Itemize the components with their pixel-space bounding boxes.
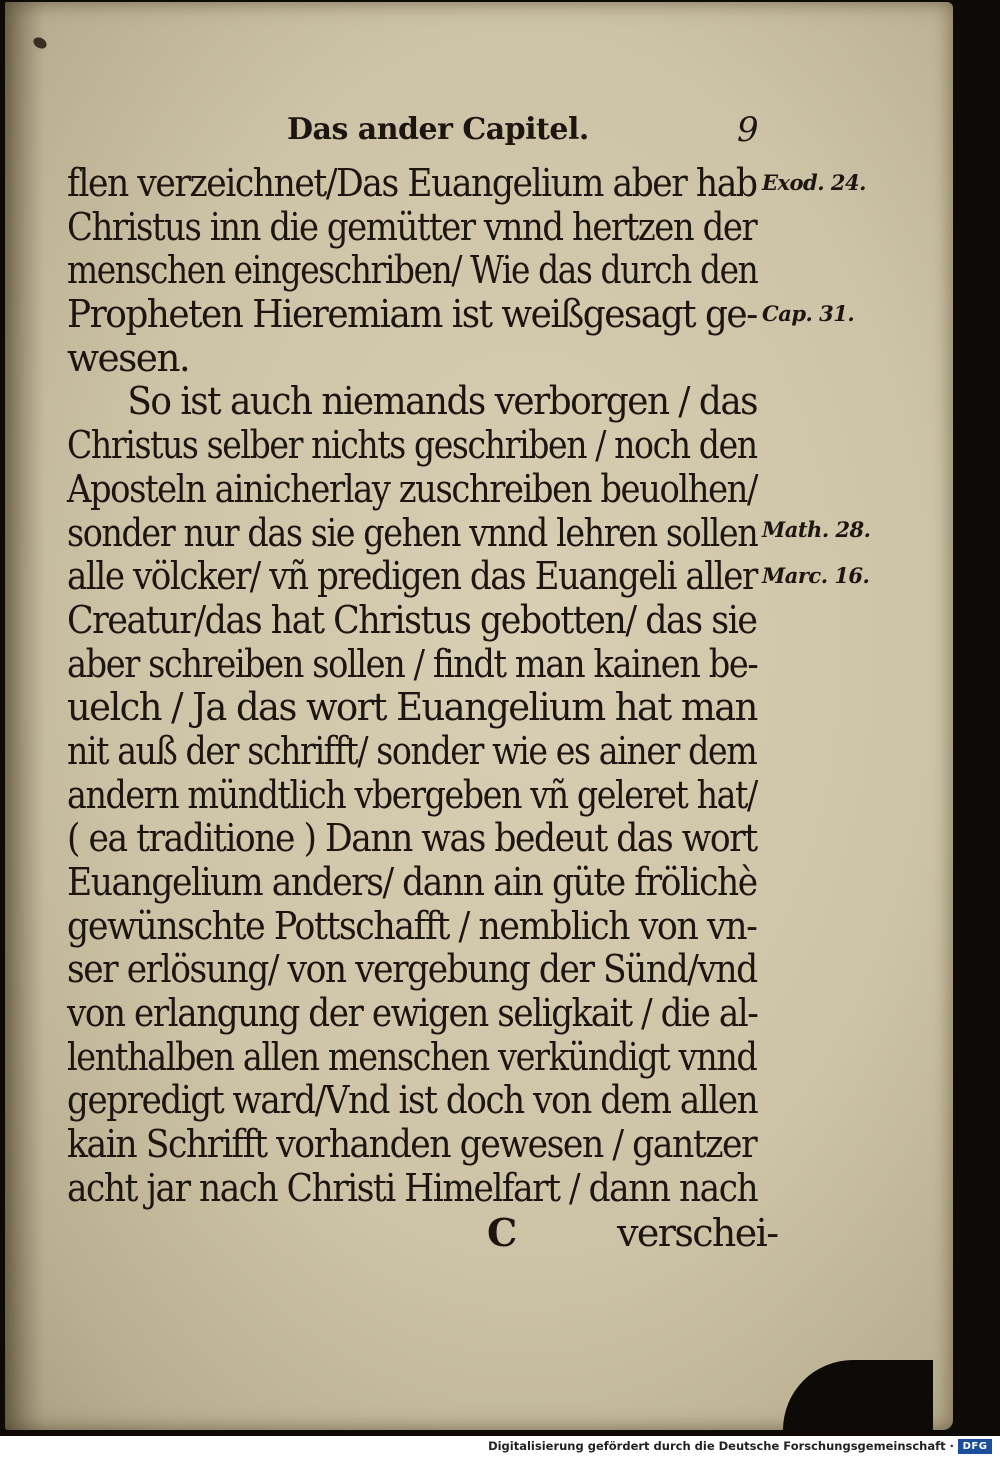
spine-shadow [5, 2, 45, 1430]
text-line: Propheten Hieremiam ist weißgesagt ge- [67, 292, 757, 337]
text-line: kain Schrifft vorhanden gewesen / gantzer [67, 1122, 757, 1167]
text-line: sonder nur das sie gehen vnnd lehren sollen [67, 510, 758, 555]
footer-bar [0, 1436, 1000, 1458]
text-line: uelch / Ja das wort Euangelium hat man [67, 685, 757, 730]
catchword-line [67, 1209, 778, 1255]
text-line: ( ea traditione ) Dann was bedeut das wort [67, 816, 757, 861]
margin-note: Marc. 16. [762, 563, 870, 588]
text-line: Creatur/das hat Christus gebotten/ das sie [67, 597, 757, 642]
text-line: So ist auch niemands verborgen / das [127, 379, 758, 424]
body-text [67, 161, 778, 1255]
page-damage [783, 1360, 933, 1430]
text-line: wesen. [67, 335, 190, 380]
margin-note: Exod. 24. [762, 170, 866, 195]
text-line: gewünschte Pottschafft / nemblich von vn- [67, 903, 757, 948]
text-line: andern mündtlich vbergeben vñ geleret hat/ [67, 772, 757, 817]
margin-note: Math. 28. [762, 517, 871, 542]
page-number: 9 [737, 110, 759, 150]
running-head: Das ander Capitel. [287, 112, 589, 147]
text-line: acht jar nach Christi Himelfart / dann nach [67, 1165, 758, 1210]
text-line: gepredigt ward/Vnd ist doch von dem allen [67, 1078, 758, 1123]
dfg-logo: DFG [958, 1439, 992, 1454]
text-line: aber schreiben sollen / findt man kainen be- [67, 641, 758, 686]
text-line: ser erlösung/ von vergebung der Sünd/vnd [67, 947, 757, 992]
text-line: Christus selber nichts geschriben / noch den [67, 423, 757, 468]
text-line: flen verzeichnet/Das Euangelium aber hab [67, 161, 757, 205]
text-line: Christus inn die gemütter vnnd hertzen der [67, 204, 757, 249]
text-line: von erlangung der ewigen seligkait / die al- [67, 991, 758, 1036]
book-page [5, 2, 953, 1430]
signature-mark: C [487, 1209, 516, 1255]
text-line: alle völcker/ vñ predigen das Euangeli aller [67, 554, 757, 599]
text-line: Euangelium anders/ dann ain güte frölichè [67, 860, 757, 904]
margin-note: Cap. 31. [762, 301, 855, 326]
text-line: menschen eingeschriben/ Wie das durch den [67, 248, 758, 293]
text-line: lenthalben allen menschen verkündigt vnnd [67, 1034, 757, 1079]
text-line: nit auß der schrifft/ sonder wie es ainer dem [67, 728, 757, 773]
text-line: Aposteln ainicherlay zuschreiben beuolhen/ [67, 466, 757, 511]
catchword: verschei- [617, 1210, 778, 1255]
footer-credit: Digitalisierung gefördert durch die Deutsche Forschungsgemeinschaft · [488, 1439, 954, 1453]
